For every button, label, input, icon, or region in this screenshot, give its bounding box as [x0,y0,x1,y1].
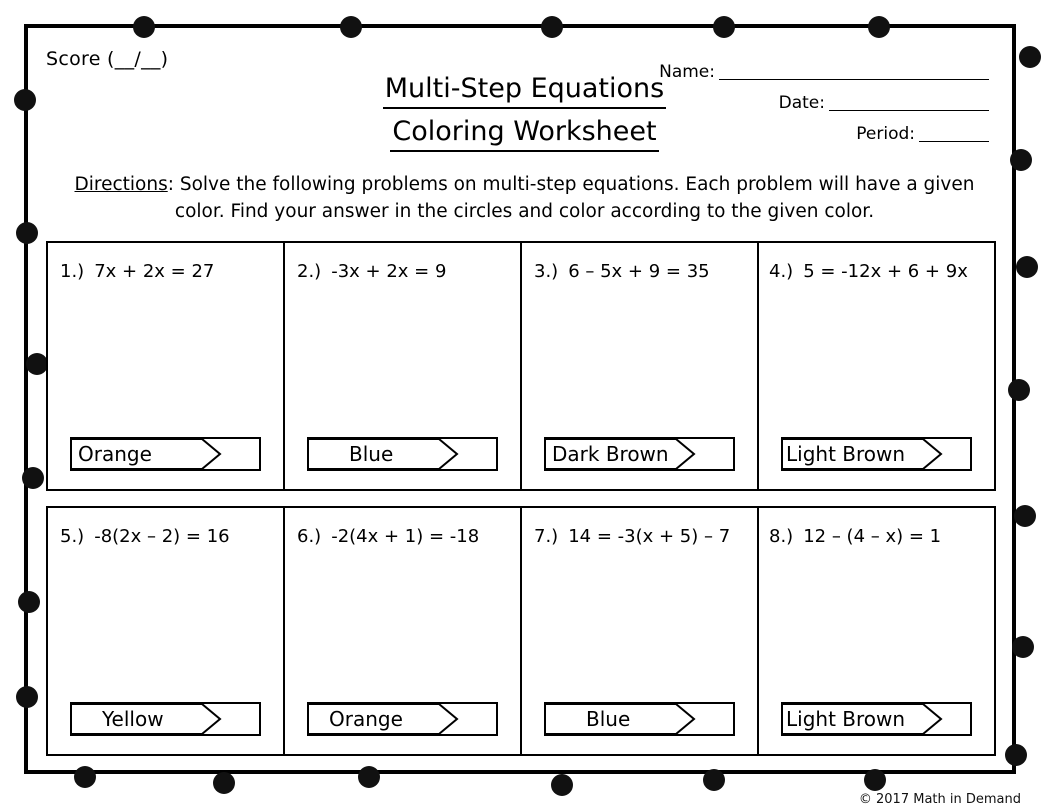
color-label: Orange [329,707,403,731]
border-dot [1016,256,1038,278]
problem-equation: -3x + 2x = 9 [331,261,447,282]
problem-equation: 7x + 2x = 27 [94,261,215,282]
directions-block [52,172,997,226]
border-dot [22,467,44,489]
period-label: Period: [856,124,915,144]
problem-number: 5.) [60,526,85,547]
color-banner [544,702,735,736]
problem-number: 1.) [60,261,85,282]
border-dot [864,769,886,791]
name-row [644,62,989,82]
border-dot [551,774,573,796]
border-dot [74,766,96,788]
color-label: Yellow [102,707,164,731]
problem-cell [522,508,759,754]
color-label: Blue [349,442,394,466]
color-banner [70,437,261,471]
color-label: Light Brown [786,707,906,731]
directions-text: : Solve the following problems on multi-step equations. Each problem will have a given color. Find your answer in the circles and color according to the given color. [167,174,975,222]
problem-equation: 6 – 5x + 9 = 35 [568,261,710,282]
problem-equation: 12 – (4 – x) = 1 [803,526,942,547]
title-line-1: Multi-Step Equations [383,72,666,109]
border-dot [1008,379,1030,401]
border-dot [340,16,362,38]
border-dot [1010,149,1032,171]
problem-text [534,526,749,547]
problem-cell [759,243,994,489]
date-row [644,93,989,113]
name-input-line[interactable] [719,79,989,80]
date-label: Date: [778,93,825,113]
problem-number: 2.) [297,261,322,282]
score-field: Score (__/__) [46,48,169,70]
border-dot [16,686,38,708]
problem-text [297,526,512,547]
border-dot [1019,46,1041,68]
problem-text [60,526,275,547]
problem-equation: 5 = -12x + 6 + 9x [803,261,968,282]
color-banner [70,702,261,736]
problem-cell [759,508,994,754]
problem-row-1 [46,241,996,491]
color-banner [307,437,498,471]
border-dot [1005,744,1027,766]
color-label: Dark Brown [552,442,669,466]
border-dot [26,353,48,375]
problem-number: 7.) [534,526,559,547]
problem-cell [285,508,522,754]
problem-text [297,261,512,282]
copyright-notice: © 2017 Math in Demand [858,792,1021,807]
border-dot [1014,505,1036,527]
student-info-block [644,62,989,155]
color-banner [781,702,972,736]
color-label: Light Brown [786,442,906,466]
color-label: Blue [586,707,631,731]
problem-equation: -8(2x – 2) = 16 [94,526,230,547]
problem-text [60,261,275,282]
problem-cell [48,508,285,754]
problem-cell [522,243,759,489]
title-line-2: Coloring Worksheet [390,115,658,152]
problem-number: 3.) [534,261,559,282]
border-dot [18,591,40,613]
problem-cell [48,243,285,489]
color-label: Orange [78,442,152,466]
border-dot [213,772,235,794]
problem-number: 6.) [297,526,322,547]
color-banner [781,437,972,471]
period-input-line[interactable] [919,141,989,142]
problem-cell [285,243,522,489]
border-dot [16,222,38,244]
problem-equation: -2(4x + 1) = -18 [331,526,480,547]
border-dot [713,16,735,38]
problem-text [769,261,986,282]
border-dot [14,89,36,111]
border-dot [358,766,380,788]
border-dot [1012,636,1034,658]
border-dot [541,16,563,38]
problem-text [534,261,749,282]
color-banner [307,702,498,736]
problem-number: 8.) [769,526,794,547]
problem-text [769,526,986,547]
problem-row-2 [46,506,996,756]
date-input-line[interactable] [829,110,989,111]
name-label: Name: [659,62,715,82]
directions-heading: Directions [74,174,168,195]
border-dot [868,16,890,38]
border-dot [703,769,725,791]
problem-number: 4.) [769,261,794,282]
color-banner [544,437,735,471]
problem-equation: 14 = -3(x + 5) – 7 [568,526,731,547]
border-dot [133,16,155,38]
period-row [644,124,989,144]
